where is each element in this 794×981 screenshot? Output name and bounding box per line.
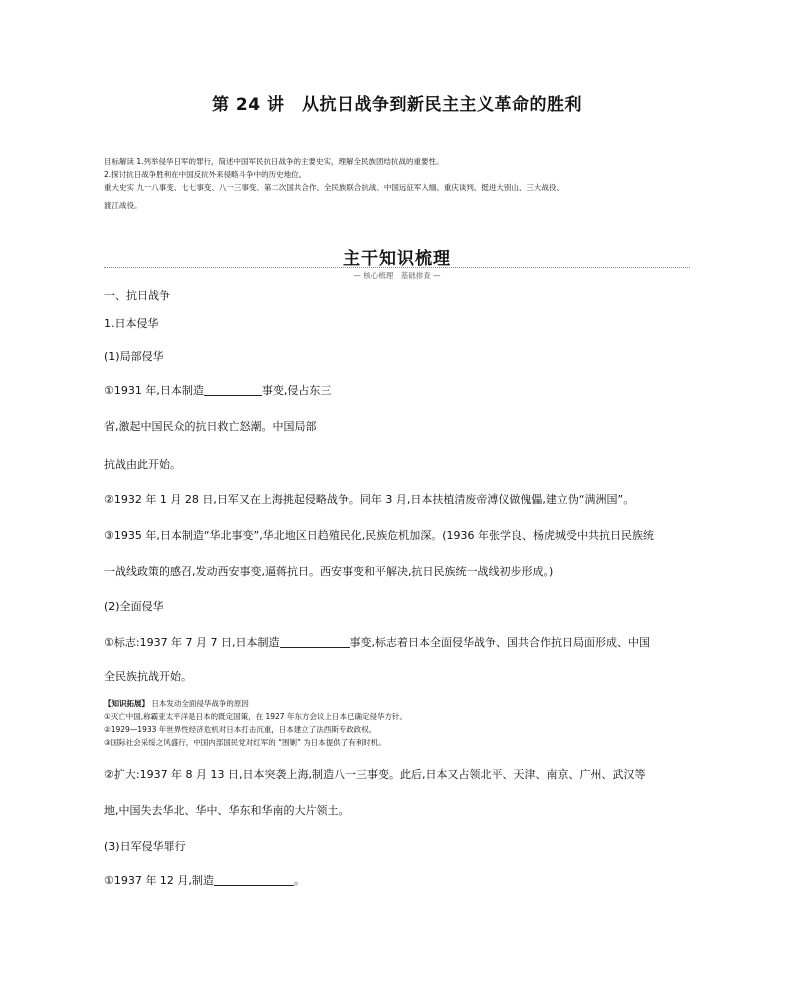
fill-blank-1[interactable] xyxy=(204,384,262,396)
extension-reason-1: ①灭亡中国,称霸亚太平洋是日本的既定国策，在 1927 年东方会议上日本已确定侵华方针。 xyxy=(104,712,407,721)
extension-reason-3: ③国际社会采绥之风盛行，中国内部国民党对红军的 “围剿” 为日本提供了有利时机。 xyxy=(104,738,386,747)
knowledge-extension-tag: 【知识拓展】 xyxy=(104,699,149,708)
paragraph-expansion-line-2: 地,中国失去华北、华中、华东和华南的大片领土。 xyxy=(104,804,350,817)
paragraph-marker-pre: ①标志:1937 年 7 月 7 日,日本制造 xyxy=(104,636,280,649)
knowledge-extension-heading xyxy=(104,698,704,710)
section-subtitle: — 核心梳理 基础排查 — xyxy=(353,271,441,280)
objectives-line-2: 2.探讨抗日战争胜利在中国反抗外来侵略斗争中的历史地位。 xyxy=(104,170,307,179)
paragraph-1931 xyxy=(104,382,331,398)
section-title: 主干知识梳理 xyxy=(343,249,451,269)
paragraph-marker xyxy=(104,634,650,650)
extension-reason-2: ②1929—1933 年世界性经济危机对日本打击沉重，日本建立了法西斯专政政权。 xyxy=(104,725,377,734)
fill-blank-3[interactable] xyxy=(214,874,294,886)
paragraph-1937-december xyxy=(104,872,305,888)
paragraph-1931-line-3: 抗战由此开始。 xyxy=(104,458,181,471)
knowledge-extension-title: 日本发动全面侵华战争的原因 xyxy=(151,699,249,708)
heading-full-invasion: (2)全面侵华 xyxy=(104,600,164,613)
objectives-line-1: 目标解读 1.列举侵华日军的罪行，简述中国军民抗日战争的主要史实，理解全民族团结抗战的重要性。 xyxy=(104,157,444,166)
paragraph-1931-pre: ①1931 年,日本制造 xyxy=(104,384,204,397)
section-divider xyxy=(104,267,690,268)
paragraph-1937-december-post: 。 xyxy=(293,874,305,887)
paragraph-expansion-line-1: ②扩大:1937 年 8 月 13 日,日本突袭上海,制造八一三事变。此后,日本又占领北平、天津、南京、广州、武汉等 xyxy=(104,768,646,781)
key-facts-line-1: 重大史实 九一八事变、七七事变、八一三事变、第二次国共合作、全民族联合抗战、中国远征军入缅、重庆谈判、挺进大别山、三大战役、 xyxy=(104,183,564,192)
page-title: 第 24 讲 从抗日战争到新民主主义革命的胜利 xyxy=(212,95,582,115)
paragraph-1935-line-1: ③1935 年,日本制造“华北事变”,华北地区日趋殖民化,民族危机加深。(1936 年张学良、杨虎城受中共抗日民族统 xyxy=(104,529,655,542)
key-facts-line-2: 渡江战役。 xyxy=(104,201,142,210)
paragraph-marker-line-2: 全民族抗战开始。 xyxy=(104,670,192,683)
paragraph-1935-line-2: 一战线政策的感召,发动西安事变,逼蒋抗日。西安事变和平解决,抗日民族统一战线初步形成。) xyxy=(104,565,554,578)
heading-japanese-invasion: 1.日本侵华 xyxy=(104,317,159,330)
fill-blank-2[interactable] xyxy=(280,636,350,648)
heading-partial-invasion: (1)局部侵华 xyxy=(104,350,164,363)
paragraph-1937-december-pre: ①1937 年 12 月,制造 xyxy=(104,874,214,887)
paragraph-1932: ②1932 年 1 月 28 日,日军又在上海挑起侵略战争。同年 3 月,日本扶植清废帝溥仪做傀儡,建立伪“满洲国”。 xyxy=(104,493,635,506)
heading-anti-japanese-war: 一、抗日战争 xyxy=(104,289,170,302)
paragraph-marker-post: 事变,标志着日本全面侵华战争、国共合作抗日局面形成、中国 xyxy=(349,636,651,649)
paragraph-1931-line-2: 省,激起中国民众的抗日救亡怒潮。中国局部 xyxy=(104,420,317,433)
heading-japanese-atrocities: (3)日军侵华罪行 xyxy=(104,840,186,853)
paragraph-1931-post: 事变,侵占东三 xyxy=(261,384,332,397)
